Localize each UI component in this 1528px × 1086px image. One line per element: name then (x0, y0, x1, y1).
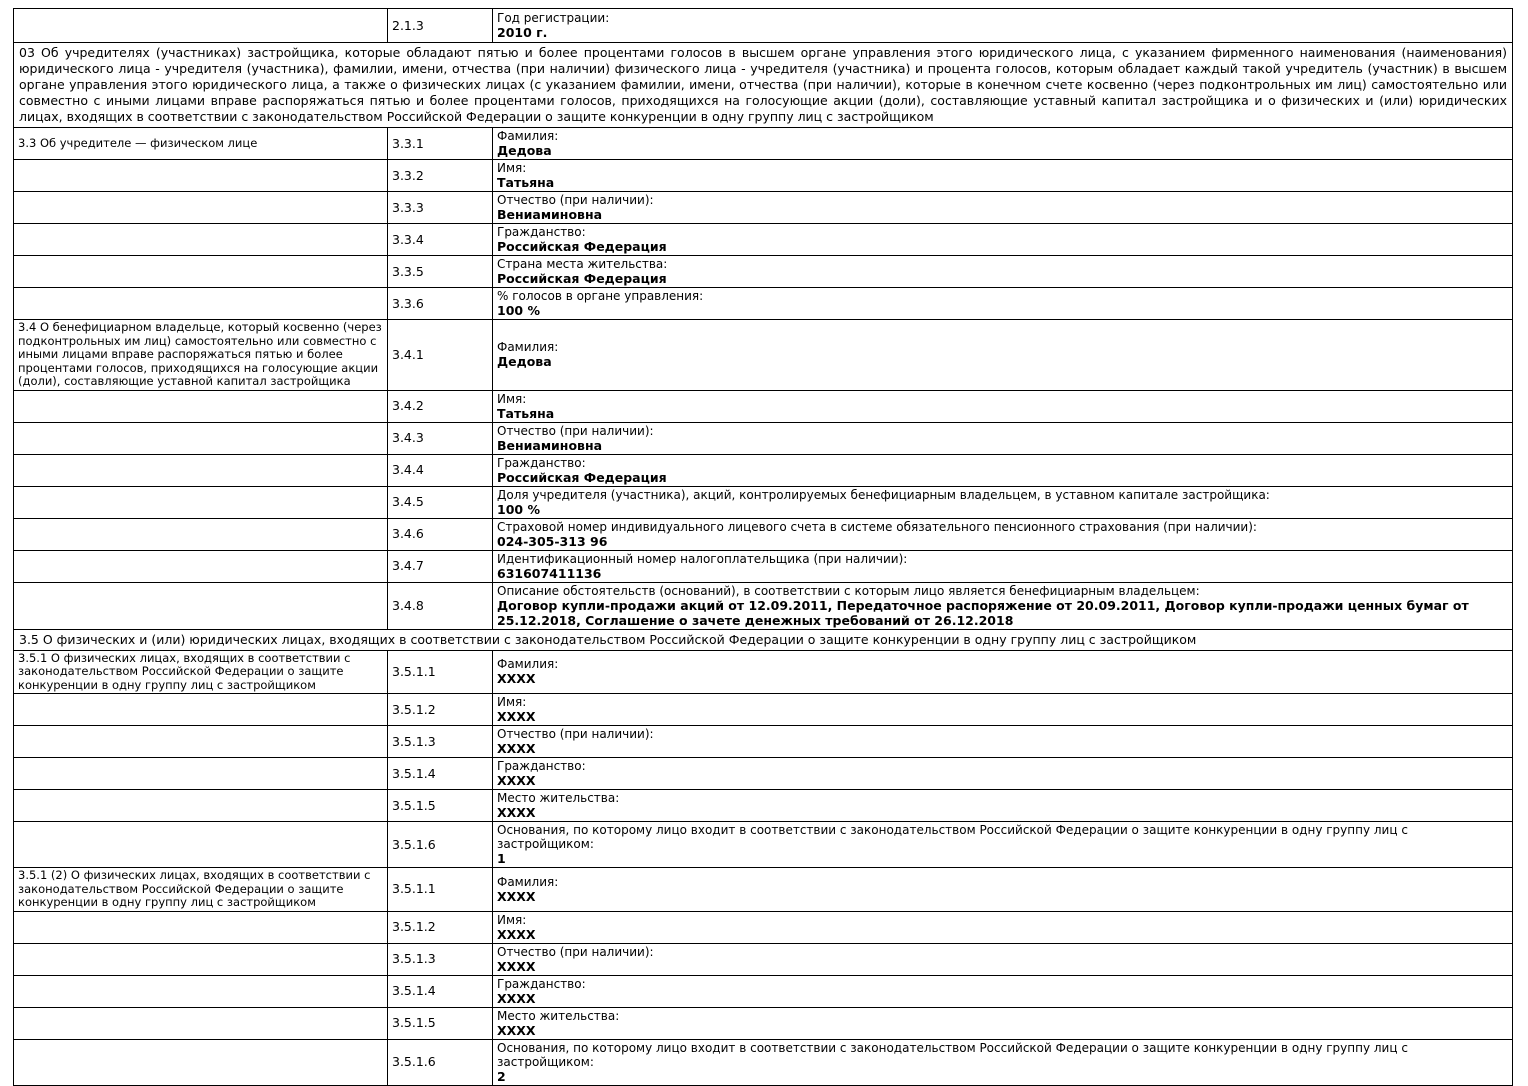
row-code-cell: 3.5.1.1 (388, 868, 493, 912)
field-label: Страна места жительства: (497, 257, 668, 271)
section-description-cell: 3.5.1 (2) О физических лицах, входящих в соответствии с законодательством Российской Федерации о защите конкуренции в одну группу лиц с застройщиком (14, 868, 388, 912)
field-value: XXXX (497, 805, 536, 820)
section-description-cell (14, 518, 388, 550)
section-description-cell: 3.5.1 О физических лицах, входящих в соответствии с законодательством Российской Федерации о защите конкуренции в одну группу лиц с застройщиком (14, 650, 388, 694)
field-label: Фамилия: (497, 657, 559, 672)
row-code-cell: 3.4.6 (388, 518, 493, 550)
row-code-cell: 3.5.1.3 (388, 943, 493, 975)
row-code-cell: 3.3.3 (388, 192, 493, 224)
field-label: Отчество (при наличии): (497, 193, 654, 207)
table-row (14, 128, 1513, 160)
section-description-cell (14, 1007, 388, 1039)
table-row (14, 694, 1513, 726)
table-row (14, 288, 1513, 320)
field-cell (493, 1039, 1513, 1085)
row-code-cell: 3.5.1.4 (388, 975, 493, 1007)
field-label: Имя: (497, 695, 527, 709)
field-value: Вениаминовна (497, 437, 603, 453)
table-row (14, 582, 1513, 629)
section-description-cell (14, 943, 388, 975)
section-description-cell (14, 1039, 388, 1085)
field-cell (493, 390, 1513, 422)
field-value: 631607411136 (497, 565, 602, 581)
field-label: Имя: (497, 161, 527, 175)
field-value: Договор купли-продажи акций от 12.09.2011, Передаточное распоряжение от 20.09.2011, Договор купли-продажи ценных бумаг от 25.12.2018, Соглашение о зачете денежных требований от 26.12.2018 (497, 597, 1469, 628)
row-code-cell: 3.4.7 (388, 550, 493, 582)
section-description-cell (14, 582, 388, 629)
section-description-cell (14, 911, 388, 943)
field-value: 2010 г. (497, 25, 548, 40)
row-code-cell: 3.3.2 (388, 160, 493, 192)
section-description-cell: 3.4 О бенефициарном владельце, который косвенно (через подконтрольных им лиц) самостоятельно или совместно с иными лицами вправе распоряжаться пятью и более процентами голосов, приходящихся на голосующие акции (доли), составляющие уставной капитал застройщика (14, 320, 388, 391)
section-description-cell (14, 790, 388, 822)
field-value: XXXX (497, 926, 536, 942)
field-cell (493, 422, 1513, 454)
table-row (14, 790, 1513, 822)
field-label: Страховой номер индивидуального лицевого счета в системе обязательного пенсионного страхования (при наличии): (497, 519, 1257, 534)
section-description-cell (14, 486, 388, 518)
section-description-cell (14, 550, 388, 582)
row-code-cell: 3.5.1.5 (388, 790, 493, 822)
field-cell (493, 486, 1513, 518)
row-code-cell: 3.5.1.6 (388, 1039, 493, 1085)
field-cell (493, 550, 1513, 582)
field-label: Отчество (при наличии): (497, 944, 654, 959)
field-value: XXXX (497, 990, 536, 1006)
table-row (14, 320, 1513, 391)
row-code-cell: 3.4.1 (388, 320, 493, 391)
row-code-cell: 3.3.6 (388, 288, 493, 320)
field-cell (493, 9, 1513, 43)
field-value: 1 (497, 851, 506, 866)
field-label: Основания, по которому лицо входит в соответствии с законодательством Российской Федерации о защите конкуренции в одну группу лиц с застройщиком: (497, 1040, 1408, 1069)
table-row (14, 486, 1513, 518)
row-code-cell: 3.5.1.2 (388, 694, 493, 726)
field-value: Российская Федерация (497, 271, 667, 286)
section-header-cell: 3.5 О физических и (или) юридических лицах, входящих в соответствии с законодательством Российской Федерации о защите конкуренции в одну группу лиц с застройщиком (14, 629, 1513, 650)
table-row (14, 390, 1513, 422)
section-header-cell: 03 Об учредителях (участниках) застройщика, которые обладают пятью и более процентами голосов в высшем органе управления этого юридического лица, с указанием фирменного наименования (наименования) юридического лица - учредителя (участника), фамилии, имени, отчества (при наличии) физического лица - учредителя (участника) и процента голосов, которым обладает каждый такой учредитель (участник) в высшем органе управления этого юридического лица, а также о физических лицах (с указанием фамилии, имени, отчества (при наличии), которые в конечном счете косвенно (через подконтрольных им лиц) самостоятельно или совместно с иными лицами вправе распоряжаться пятью и более процентами голосов, приходящихся на голосующие акции (доли), составляющие уставный капитал застройщика и о физических и (или) юридических лицах, входящих в соответствии с законодательством Российской Федерации о защите конкуренции в одну группу лиц с застройщиком (14, 43, 1513, 128)
field-cell (493, 758, 1513, 790)
field-cell (493, 911, 1513, 943)
field-cell (493, 256, 1513, 288)
field-value: XXXX (497, 709, 536, 724)
field-cell (493, 943, 1513, 975)
table-row (14, 454, 1513, 486)
field-label: Место жительства: (497, 1008, 620, 1023)
field-value: 100 % (497, 501, 540, 517)
table-row (14, 911, 1513, 943)
field-value: XXXX (497, 958, 536, 974)
field-label: Гражданство: (497, 225, 586, 239)
field-label: Имя: (497, 912, 527, 927)
section-description-cell (14, 454, 388, 486)
table-row (14, 726, 1513, 758)
section-description-cell (14, 160, 388, 192)
field-value: XXXX (497, 773, 536, 788)
row-code-cell: 3.5.1.3 (388, 726, 493, 758)
field-label: Основания, по которому лицо входит в соответствии с законодательством Российской Федерации о защите конкуренции в одну группу лиц с застройщиком: (497, 823, 1408, 851)
section-description-cell (14, 758, 388, 790)
field-value: 100 % (497, 303, 540, 318)
section-description-cell: 3.3 Об учредителе — физическом лице (14, 128, 388, 160)
field-value: XXXX (497, 741, 536, 756)
table-row (14, 758, 1513, 790)
declaration-table (13, 8, 1513, 1086)
table-row (14, 160, 1513, 192)
field-label: Фамилия: (497, 340, 559, 355)
field-label: Идентификационный номер налогоплательщика (при наличии): (497, 551, 908, 566)
field-value: XXXX (497, 671, 536, 687)
section-description-cell (14, 422, 388, 454)
table-row (14, 9, 1513, 43)
field-cell (493, 790, 1513, 822)
row-code-cell: 3.4.8 (388, 582, 493, 629)
table-row (14, 975, 1513, 1007)
field-cell (493, 582, 1513, 629)
field-cell (493, 868, 1513, 912)
row-code-cell: 3.4.2 (388, 390, 493, 422)
field-value: Татьяна (497, 175, 555, 190)
row-code-cell: 3.4.4 (388, 454, 493, 486)
row-code-cell: 2.1.3 (388, 9, 493, 43)
row-code-cell: 3.5.1.5 (388, 1007, 493, 1039)
field-value: Российская Федерация (497, 239, 667, 254)
table-row (14, 1007, 1513, 1039)
field-value: Российская Федерация (497, 469, 667, 485)
field-label: Гражданство: (497, 759, 586, 773)
section-description-cell (14, 9, 388, 43)
table-row (14, 43, 1513, 128)
field-label: Описание обстоятельств (оснований), в соответствии с которым лицо является бенефициарным владельцем: (497, 583, 1200, 598)
field-cell (493, 224, 1513, 256)
field-cell (493, 320, 1513, 391)
field-cell (493, 694, 1513, 726)
field-label: Доля учредителя (участника), акций, контролируемых бенефициарным владельцем, в уставном капитале застройщика: (497, 487, 1270, 502)
field-label: Имя: (497, 391, 527, 406)
table-row (14, 518, 1513, 550)
field-value: 024-305-313 96 (497, 533, 608, 549)
table-row (14, 550, 1513, 582)
section-description-cell (14, 694, 388, 726)
field-label: Фамилия: (497, 874, 559, 889)
row-code-cell: 3.4.3 (388, 422, 493, 454)
field-value: XXXX (497, 888, 536, 904)
row-code-cell: 3.5.1.2 (388, 911, 493, 943)
field-label: Гражданство: (497, 976, 586, 991)
row-code-cell: 3.5.1.1 (388, 650, 493, 694)
field-value: Дедова (497, 143, 552, 158)
field-cell (493, 1007, 1513, 1039)
field-cell (493, 726, 1513, 758)
section-description-cell (14, 726, 388, 758)
section-description-cell (14, 224, 388, 256)
table-row (14, 868, 1513, 912)
field-cell (493, 288, 1513, 320)
field-label: Фамилия: (497, 129, 559, 143)
field-value: Вениаминовна (497, 207, 603, 222)
table-row (14, 822, 1513, 868)
row-code-cell: 3.5.1.6 (388, 822, 493, 868)
field-label: % голосов в органе управления: (497, 289, 704, 303)
section-description-cell (14, 822, 388, 868)
section-description-cell (14, 975, 388, 1007)
section-description-cell (14, 256, 388, 288)
field-value: Дедова (497, 354, 552, 370)
table-row (14, 629, 1513, 650)
row-code-cell: 3.4.5 (388, 486, 493, 518)
table-row (14, 224, 1513, 256)
field-value: Татьяна (497, 405, 555, 421)
section-description-cell (14, 288, 388, 320)
field-cell (493, 192, 1513, 224)
field-label: Отчество (при наличии): (497, 423, 654, 438)
field-cell (493, 454, 1513, 486)
field-label: Отчество (при наличии): (497, 727, 654, 741)
table-row (14, 192, 1513, 224)
field-cell (493, 650, 1513, 694)
field-value: XXXX (497, 1022, 536, 1038)
field-cell (493, 160, 1513, 192)
row-code-cell: 3.3.1 (388, 128, 493, 160)
field-label: Год регистрации: (497, 11, 610, 25)
field-cell (493, 822, 1513, 868)
table-row (14, 650, 1513, 694)
field-cell (493, 128, 1513, 160)
field-cell (493, 975, 1513, 1007)
table-row (14, 943, 1513, 975)
field-value: 2 (497, 1068, 506, 1084)
field-label: Место жительства: (497, 791, 620, 805)
table-row (14, 1039, 1513, 1085)
field-label: Гражданство: (497, 455, 586, 470)
row-code-cell: 3.5.1.4 (388, 758, 493, 790)
table-row (14, 422, 1513, 454)
section-description-cell (14, 390, 388, 422)
table-row (14, 256, 1513, 288)
field-cell (493, 518, 1513, 550)
section-description-cell (14, 192, 388, 224)
row-code-cell: 3.3.4 (388, 224, 493, 256)
row-code-cell: 3.3.5 (388, 256, 493, 288)
